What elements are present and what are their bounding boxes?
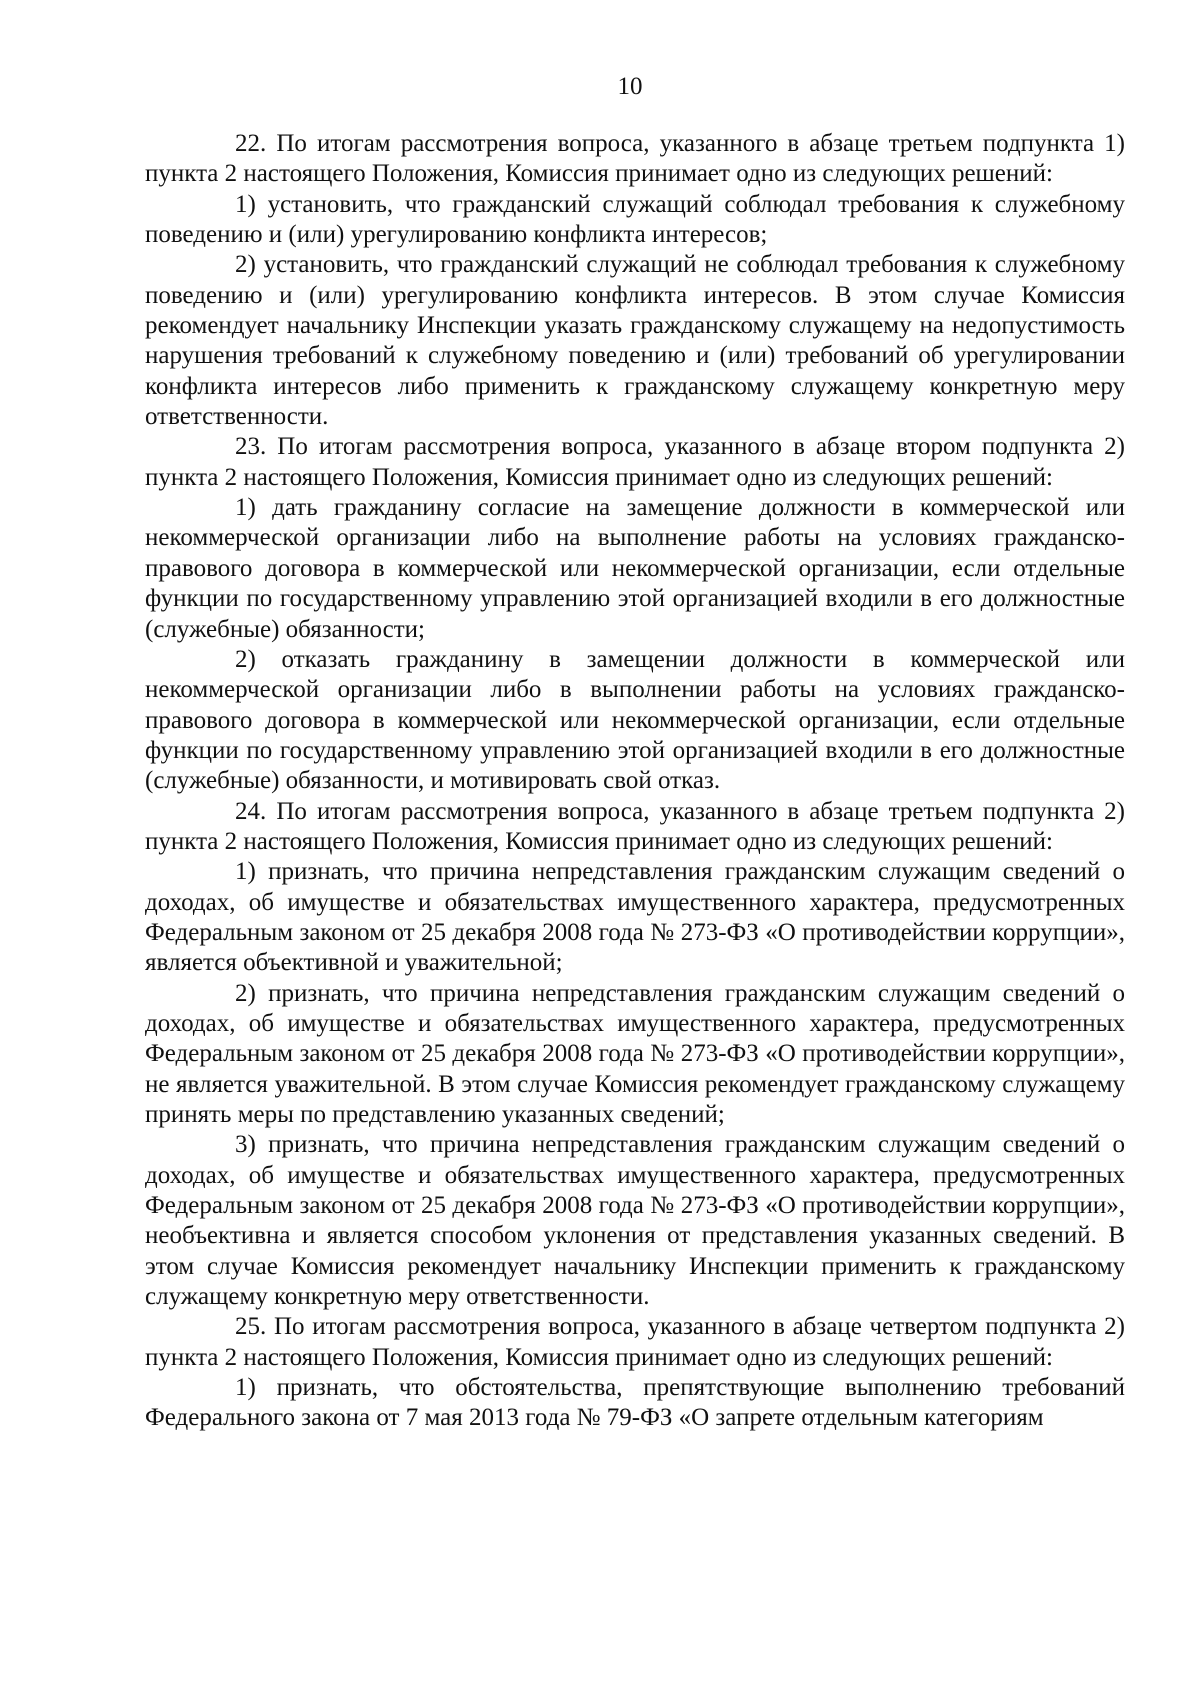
paragraph-24-item-1: 1) признать, что причина непредставления гражданским служащим сведений о доходах, об имуществе и обязательствах имущественного характера, предусмотренных Федеральным законом от 25 декабря 2008 года № 273-ФЗ «О противодействии коррупции», является объективной и уважительной; (145, 858, 1125, 977)
paragraph-22-item-1: 1) установить, что гражданский служащий соблюдал требования к служебному поведению и (или) урегулированию конфликта интересов; (145, 190, 1125, 249)
paragraph-24: 24. По итогам рассмотрения вопроса, указанного в абзаце третьем подпункта 2) пункта 2 настоящего Положения, Комиссия принимает одно из следующих решений: (145, 797, 1125, 855)
paragraph-25-item-1: 1) признать, что обстоятельства, препятствующие выполнению требований Федерального закона от 7 мая 2013 года № 79-ФЗ «О запрете отдельным категориям (145, 1374, 1125, 1432)
paragraph-22: 22. По итогам рассмотрения вопроса, указанного в абзаце третьем подпункта 1) пункта 2 настоящего Положения, Комиссия принимает одно из следующих решений: (145, 130, 1125, 188)
paragraph-22-item-2: 2) установить, что гражданский служащий не соблюдал требования к служебному поведению и (или) урегулированию конфликта интересов. В этом случае Комиссия рекомендует начальнику Инспекции указать гражданскому служащему на недопустимость нарушения требований к служебному поведению и (или) требований об урегулировании конфликта интересов либо применить к гражданскому служащему конкретную меру ответственности. (145, 251, 1125, 431)
page-number: 10 (617, 73, 643, 100)
paragraph-25: 25. По итогам рассмотрения вопроса, указанного в абзаце четвертом подпункта 2) пункта 2 настоящего Положения, Комиссия принимает одно из следующих решений: (145, 1313, 1125, 1371)
paragraph-23-item-2: 2) отказать гражданину в замещении должности в коммерческой или некоммерческой организации либо в выполнении работы на условиях гражданско-правового договора в коммерческой или некоммерческой организации, если отдельные функции по государственному управлению этой организацией входили в его должностные (служебные) обязанности, и мотивировать свой отказ. (145, 645, 1125, 795)
paragraph-24-item-3: 3) признать, что причина непредставления гражданским служащим сведений о доходах, об имуществе и обязательствах имущественного характера, предусмотренных Федеральным законом от 25 декабря 2008 года № 273-ФЗ «О противодействии коррупции», необъективна и является способом уклонения от представления указанных сведений. В этом случае Комиссия рекомендует начальнику Инспекции применить к гражданскому служащему конкретную меру ответственности. (145, 1131, 1125, 1311)
document-body (145, 129, 1125, 1434)
paragraph-23-item-1: 1) дать гражданину согласие на замещение должности в коммерческой или некоммерческой организации либо на выполнение работы на условиях гражданско-правового договора в коммерческой или некоммерческой организации, если отдельные функции по государственному управлению этой организацией входили в его должностные (служебные) обязанности; (145, 494, 1125, 643)
paragraph-24-item-2: 2) признать, что причина непредставления гражданским служащим сведений о доходах, об имуществе и обязательствах имущественного характера, предусмотренных Федеральным законом от 25 декабря 2008 года № 273-ФЗ «О противодействии коррупции», не является уважительной. В этом случае Комиссия рекомендует гражданскому служащему принять меры по представлению указанных сведений; (145, 979, 1125, 1128)
paragraph-23: 23. По итогам рассмотрения вопроса, указанного в абзаце втором подпункта 2) пункта 2 настоящего Положения, Комиссия принимает одно из следующих решений: (145, 433, 1125, 491)
